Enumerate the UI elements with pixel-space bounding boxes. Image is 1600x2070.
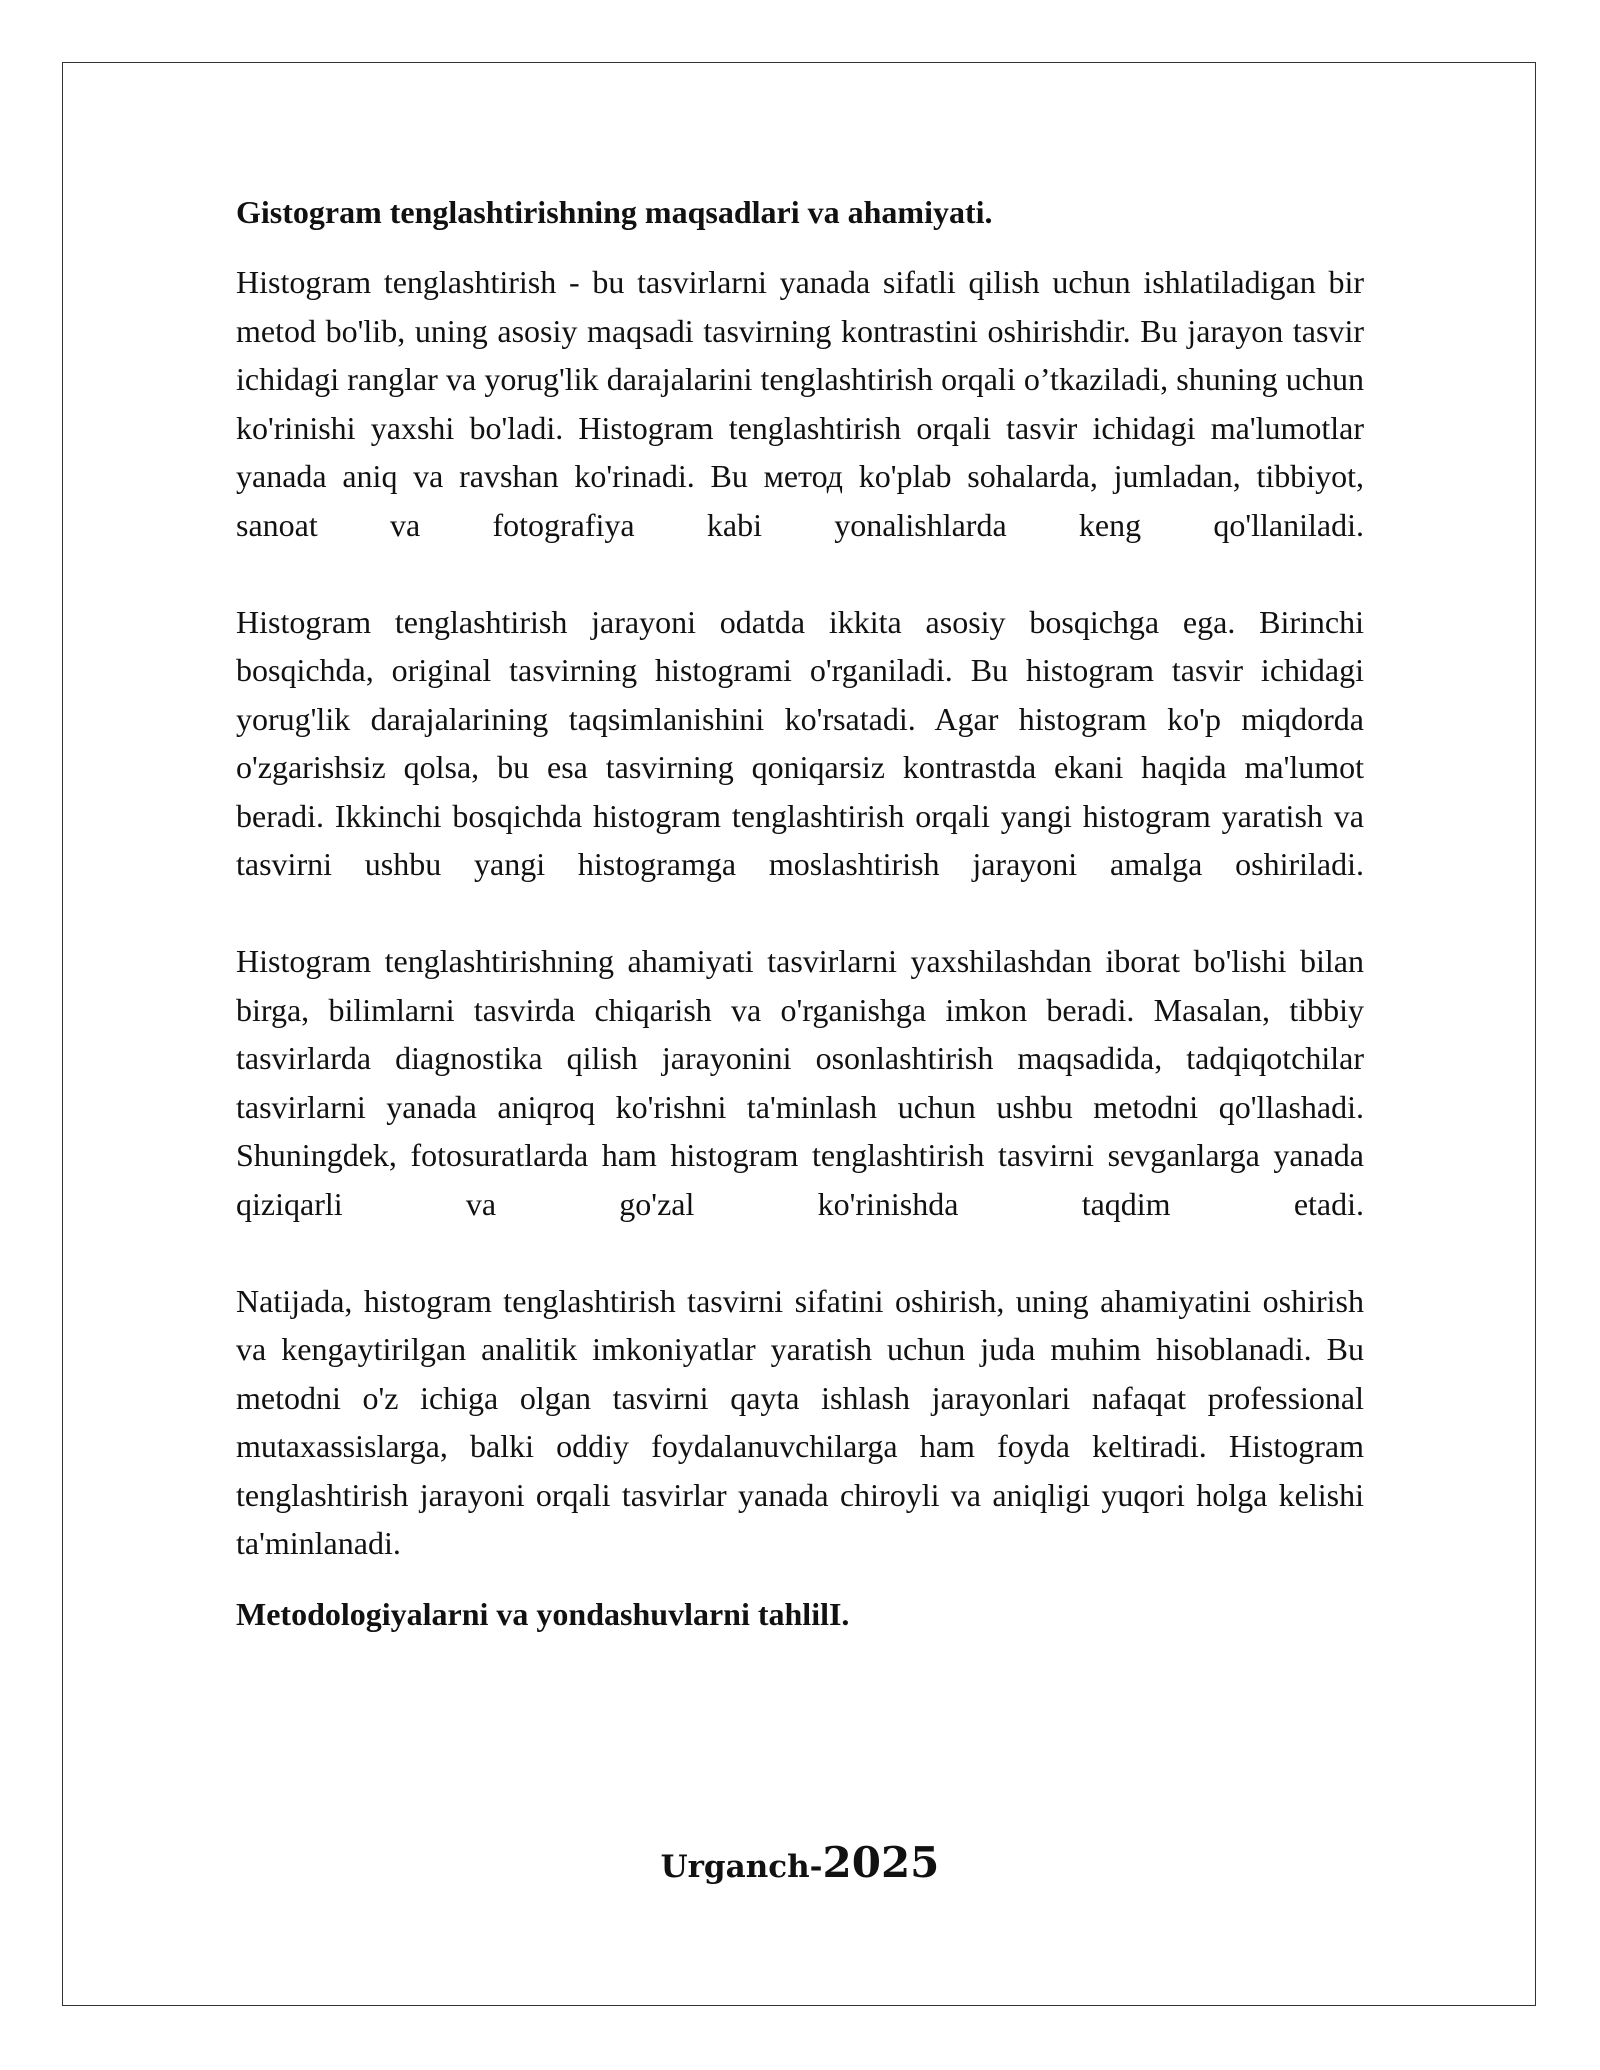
section-heading-goals: Gistogram tenglashtirishning maqsadlari va ahamiyati.	[236, 194, 993, 230]
paragraph-3: Histogram tenglashtirishning ahamiyati tasvirlarni yaxshilashdan iborat bo'lishi bilan birga, bilimlarni tasvirda chiqarish va o'rganishga imkon beradi. Masalan, tibbiy tasvirlarda diagnostika qilish jarayonini osonlashtirish maqsadida, tadqiqotchilar tasvirlarni yanada aniqroq ko'rishni ta'minlash uchun ushbu metodni qo'llashadi. Shuningdek, fotosuratlarda ham histogram tenglashtirish tasvirni sevganlarga yanada qiziqarli va go'zal ko'rinishda taqdim etadi.	[236, 943, 1364, 1222]
footer-year: 2025	[822, 1838, 940, 1887]
section-heading-methodology: Metodologiyalarni va yondashuvlarni tahlilI.	[236, 1595, 850, 1632]
footer-city: Urganch-	[660, 1849, 823, 1885]
paragraph-2: Histogram tenglashtirish jarayoni odatda ikkita asosiy bosqichga ega. Birinchi bosqichda, original tasvirning histogrami o'rganiladi. Bu histogram tasvir ichidagi yorug'lik darajalarining taqsimlanishini ko'rsatadi. Agar histogram ko'p miqdorda o'zgarishsiz qolsa, bu esa tasvirning qoniqarsiz kontrastda ekani haqida ma'lumot beradi. Ikkinchi bosqichda histogram tenglashtirish orqali yangi histogram yaratish va tasvirni ushbu yangi histogramga moslashtirish jarayoni amalga oshiriladi.	[236, 603, 1364, 882]
document-body	[236, 188, 1364, 1638]
paragraph-4: Natijada, histogram tenglashtirish tasvirni sifatini oshirish, uning ahamiyatini oshirish va kengaytirilgan analitik imkoniyatlar yaratish uchun juda muhim hisoblanadi. Bu metodni o'z ichiga olgan tasvirni qayta ishlash jarayonlari nafaqat professional mutaxassislarga, balki oddiy foydalanuvchilarga ham foyda keltiradi. Histogram tenglashtirish jarayoni orqali tasvirlar yanada chiroyli va aniqligi yuqori holga kelishi ta'minlanadi.	[236, 1282, 1364, 1561]
footer-place-year	[0, 1838, 1600, 1887]
paragraph-1: Histogram tenglashtirish - bu tasvirlarni yanada sifatli qilish uchun ishlatiladigan bir metod bo'lib, uning asosiy maqsadi tasvirning kontrastini oshirishdir. Bu jarayon tasvir ichidagi ranglar va yorug'lik darajalarini tenglashtirish orqali o’tkaziladi, shuning uchun ko'rinishi yaxshi bo'ladi. Histogram tenglashtirish orqali tasvir ichidagi ma'lumotlar yanada aniq va ravshan ko'rinadi. Bu метод ko'plab sohalarda, jumladan, tibbiyot, sanoat va fotografiya kabi yonalishlarda keng qo'llaniladi.	[236, 264, 1364, 543]
